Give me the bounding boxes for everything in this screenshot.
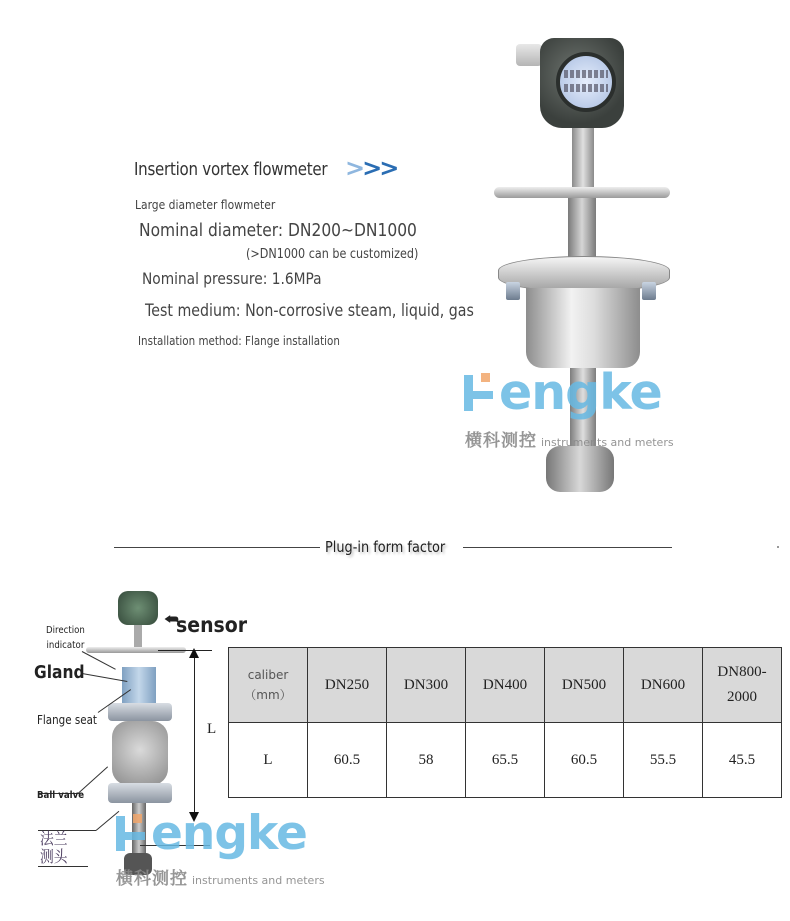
nominal-diameter: Nominal diameter: DN200~DN1000 [139,220,417,241]
caliber-unit: （mm） [244,688,292,702]
label-ball-valve: Ball valve [37,790,85,801]
value-cell: 60.5 [308,723,387,798]
transmitter-housing [118,591,158,625]
header-cell: DN600 [624,648,703,723]
divider-left [114,547,320,548]
table-row [229,723,782,798]
lcd-display [556,52,616,112]
sensor-head [546,446,614,492]
brand-tagline [465,426,674,451]
label-sensor: sensor [176,613,248,637]
dimension-label: L [207,721,217,737]
value-cell: 60.5 [545,723,624,798]
installation-method: Installation method: Flange installation [138,334,340,348]
value-cell: 58 [387,723,466,798]
label-line: Direction [46,625,85,636]
header-caliber [229,648,308,723]
header-cell: DN250 [308,648,387,723]
brand-text: engke [151,806,307,861]
product-title: Insertion vortex flowmeter [134,160,328,180]
neck [572,128,594,188]
dimension-line [194,651,195,819]
ball-valve [112,721,168,785]
caliber-label: caliber [247,668,289,682]
brand-chinese: 横科测控 [465,431,537,451]
brand-english: instruments and meters [192,874,325,887]
section-title: Plug-in form factor [325,538,446,556]
divider-right [463,547,672,548]
upper-stem [568,198,596,258]
dimension-reference-line [158,650,212,651]
dot [777,546,779,548]
label-flange-seat: Flange seat [37,713,97,727]
nominal-pressure: Nominal pressure: 1.6MPa [142,269,322,288]
brand-watermark [116,806,307,861]
header-cell: DN300 [387,648,466,723]
header-cell [703,648,782,723]
value-cell: 65.5 [466,723,545,798]
table-header-row [229,648,782,723]
header-cell: DN500 [545,648,624,723]
test-medium: Test medium: Non-corrosive steam, liquid, gas [145,301,474,320]
leader-line [38,866,88,867]
direction-handle [494,187,670,198]
neck [134,625,142,649]
product-subtitle: Large diameter flowmeter [135,197,276,212]
label-line: 法兰 [40,829,68,848]
value-cell: 55.5 [624,723,703,798]
flange-body [526,288,640,368]
bolt [506,282,520,300]
brand-watermark [464,364,662,421]
chevron-right-icon: >>> [345,154,397,182]
header-line: DN800- [717,664,767,680]
flange-seat [108,703,172,721]
label-line: 测头 [40,847,68,866]
brand-text: engke [499,364,662,421]
row-label: L [229,723,308,798]
dimension-table [228,647,782,798]
cable-gland [516,44,542,66]
curved-arrow-icon: ⮪ [164,612,179,629]
brand-chinese: 横科测控 [116,869,188,889]
label-line: indicator [46,640,85,651]
arrow-up-icon [189,648,199,658]
label-gland: Gland [34,662,85,683]
flange [108,783,172,803]
bolt [642,282,656,300]
header-cell: DN400 [466,648,545,723]
diameter-note: (>DN1000 can be customized) [246,247,419,262]
header-line: 2000 [727,689,757,705]
label-flange-probe-cn [40,830,68,866]
value-cell: 45.5 [703,723,782,798]
brand-english: instruments and meters [541,436,674,449]
brand-tagline [116,864,325,889]
label-direction-indicator [46,623,85,653]
